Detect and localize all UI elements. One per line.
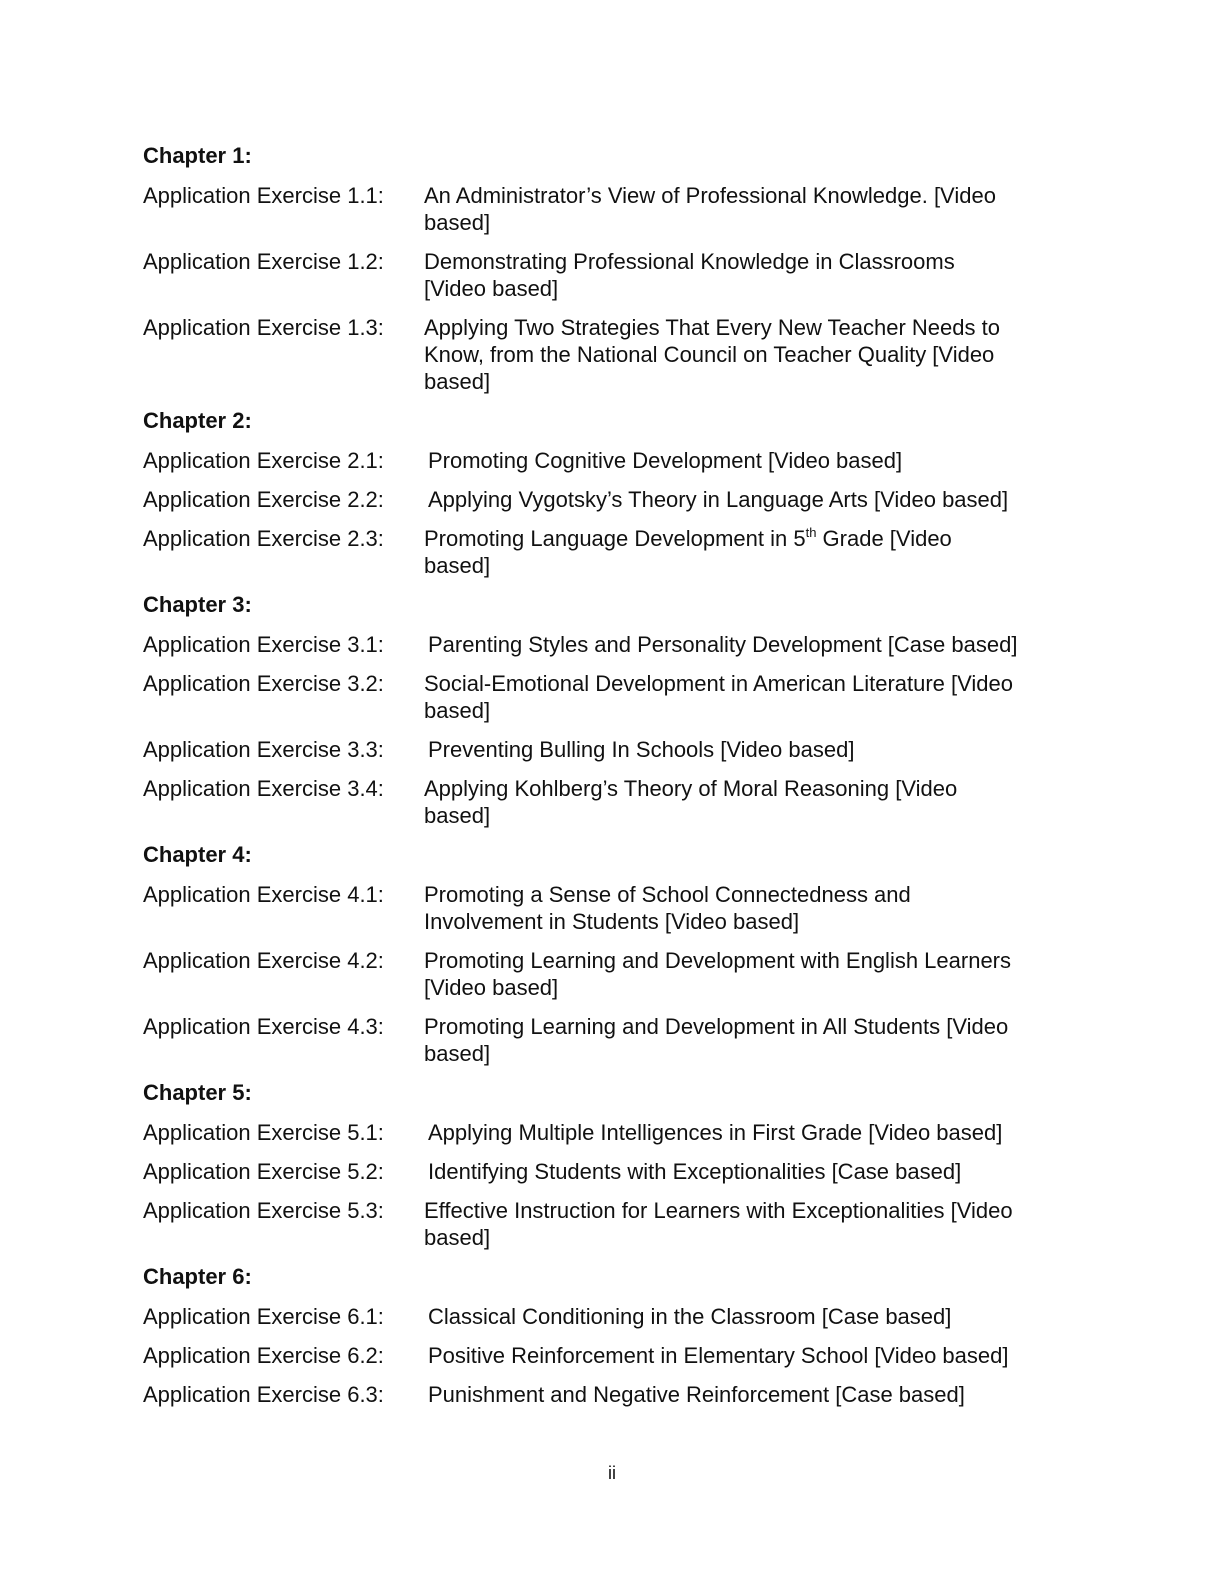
exercise-title [424,1119,1002,1146]
exercise-title-line: Applying Kohlberg’s Theory of Moral Reasoning [Video [424,776,958,801]
exercise-title-line: Classical Conditioning in the Classroom [Case based] [428,1304,952,1329]
exercise-label: Application Exercise 3.1: [143,632,384,657]
exercise-title [424,1381,965,1408]
exercise-title-line: An Administrator’s View of Professional Knowledge. [Video [424,183,996,208]
exercise-title-line: Social-Emotional Development in American Literature [Video [424,671,1014,696]
exercise-title [424,447,902,474]
exercise-title-line: based] [424,698,491,723]
exercise-label: Application Exercise 3.4: [143,776,384,801]
chapter-heading: Chapter 1: [143,143,252,168]
exercise-title-line: Involvement in Students [Video based] [424,909,800,934]
exercise-title [424,314,1000,395]
exercise-title-line: Preventing Bulling In Schools [Video based] [428,737,855,762]
exercise-title-line: Punishment and Negative Reinforcement [Case based] [428,1382,965,1407]
exercise-entry [143,775,1143,829]
exercise-list [143,142,1143,1420]
exercise-title-line: Promoting Cognitive Development [Video based] [428,448,903,473]
exercise-title-line: Applying Multiple Intelligences in First Grade [Video based] [428,1120,1003,1145]
exercise-entry [143,947,1143,1001]
exercise-entry [143,1303,1143,1330]
exercise-title [424,1197,1013,1251]
exercise-title-line: Identifying Students with Exceptionalities [Case based] [428,1159,962,1184]
exercise-label: Application Exercise 6.3: [143,1382,384,1407]
exercise-label: Application Exercise 4.3: [143,1014,384,1039]
exercise-label: Application Exercise 6.2: [143,1343,384,1368]
exercise-title [424,631,1017,658]
exercise-label: Application Exercise 4.2: [143,948,384,973]
exercise-label: Application Exercise 1.2: [143,249,384,274]
exercise-entry [143,1197,1143,1251]
exercise-title-line: Parenting Styles and Personality Development [Case based] [428,632,1018,657]
exercise-title-line: Promoting Learning and Development in All Students [Video [424,1014,1009,1039]
exercise-title [424,670,1013,724]
chapter-heading: Chapter 2: [143,408,252,433]
exercise-label: Application Exercise 2.1: [143,448,384,473]
chapter-heading: Chapter 5: [143,1080,252,1105]
exercise-entry [143,1013,1143,1067]
exercise-entry [143,486,1143,513]
page-number: ii [608,1463,616,1483]
exercise-entry [143,881,1143,935]
exercise-title [424,881,911,935]
exercise-label: Application Exercise 5.1: [143,1120,384,1145]
exercise-label: Application Exercise 6.1: [143,1304,384,1329]
exercise-title [424,1158,961,1185]
exercise-entry [143,182,1143,236]
exercise-title-line: Demonstrating Professional Knowledge in Classrooms [424,249,955,274]
exercise-entry [143,314,1143,395]
exercise-entry [143,1158,1143,1185]
chapter-heading: Chapter 3: [143,592,252,617]
exercise-title-line: Positive Reinforcement in Elementary School [Video based] [428,1343,1009,1368]
exercise-entry [143,736,1143,763]
exercise-title-line: based] [424,1225,491,1250]
exercise-entry [143,248,1143,302]
exercise-label: Application Exercise 5.2: [143,1159,384,1184]
exercise-label: Application Exercise 2.2: [143,487,384,512]
exercise-title [424,525,952,579]
exercise-label: Application Exercise 1.1: [143,183,384,208]
exercise-title-line: Promoting Learning and Development with English Learners [424,948,1012,973]
exercise-title-line: [Video based] [424,975,559,1000]
exercise-entry [143,525,1143,579]
exercise-label: Application Exercise 3.2: [143,671,384,696]
exercise-label: Application Exercise 3.3: [143,737,384,762]
exercise-entry [143,1342,1143,1369]
exercise-entry [143,447,1143,474]
exercise-title [424,775,957,829]
exercise-label: Application Exercise 2.3: [143,526,384,551]
exercise-title [424,182,996,236]
exercise-entry [143,670,1143,724]
exercise-title-line: based] [424,803,491,828]
exercise-label: Application Exercise 1.3: [143,315,384,340]
exercise-title-line: Know, from the National Council on Teacher Quality [Video [424,342,995,367]
exercise-title-line: based] [424,210,491,235]
exercise-label: Application Exercise 4.1: [143,882,384,907]
exercise-title-line: [Video based] [424,276,559,301]
chapter-heading: Chapter 4: [143,842,252,867]
exercise-title-line: Promoting a Sense of School Connectedness and [424,882,911,907]
exercise-title-line: based] [424,553,491,578]
exercise-label: Application Exercise 5.3: [143,1198,384,1223]
exercise-title-line: Effective Instruction for Learners with Exceptionalities [Video [424,1198,1013,1223]
exercise-title [424,1013,1008,1067]
exercise-title [424,248,955,302]
exercise-title-line: Applying Vygotsky’s Theory in Language Arts [Video based] [428,487,1009,512]
exercise-title-line: Promoting Language Development in 5th Grade [Video [424,525,952,551]
exercise-title-line: based] [424,1041,491,1066]
exercise-title-line: based] [424,369,491,394]
exercise-title-line: Applying Two Strategies That Every New Teacher Needs to [424,315,1000,340]
exercise-title [424,947,1011,1001]
exercise-title [424,486,1008,513]
exercise-entry [143,1381,1143,1408]
exercise-entry [143,631,1143,658]
exercise-title [424,736,854,763]
exercise-title [424,1303,951,1330]
exercise-entry [143,1119,1143,1146]
exercise-title [424,1342,1008,1369]
chapter-heading: Chapter 6: [143,1264,252,1289]
